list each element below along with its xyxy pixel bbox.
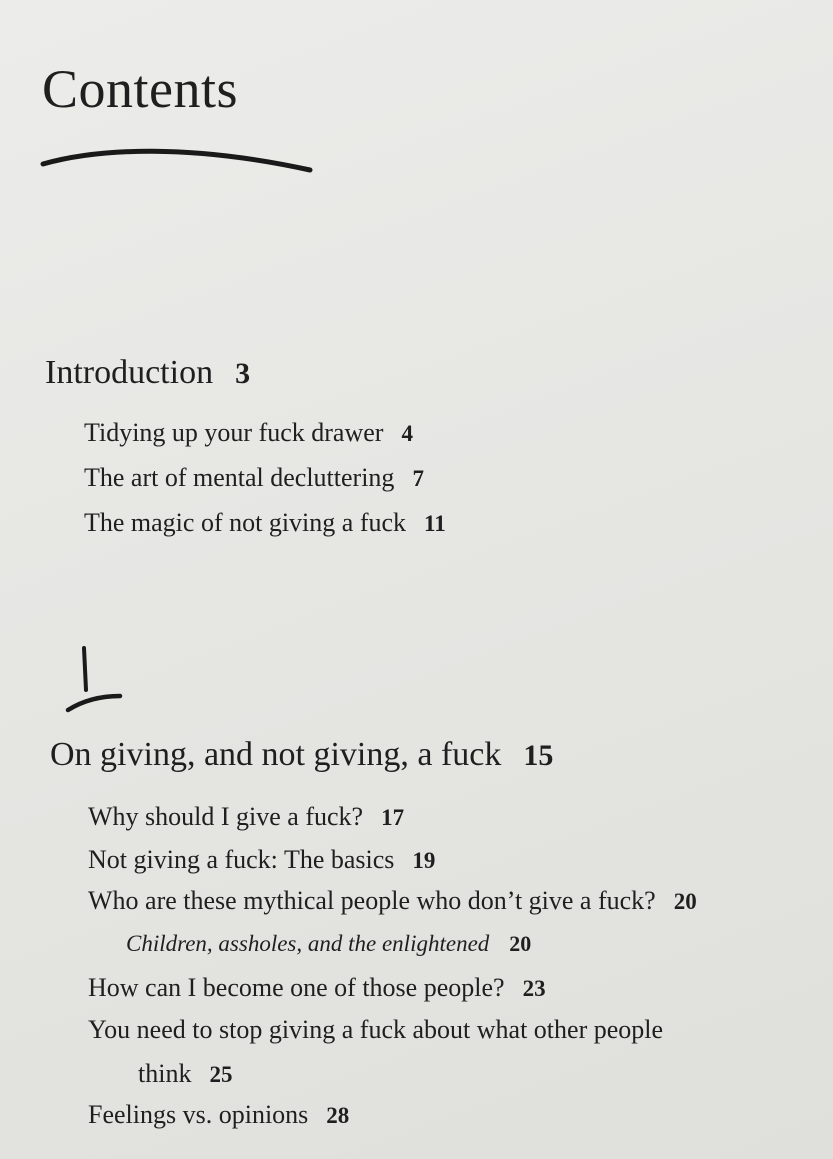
toc-entry [88,1102,349,1128]
intro-title: Introduction [45,354,214,391]
sub-entry-title: Children, assholes, and the enlightened [126,931,490,956]
title-underline-stroke [40,140,320,180]
entry-page-number: 19 [412,848,436,873]
entry-title: Who are these mythical people who don’t give a fuck? [88,886,656,915]
toc-part1-heading [50,738,553,772]
toc-entry [88,804,404,830]
part-number-1 [62,642,132,727]
entry-title: Feelings vs. opinions [88,1100,309,1129]
toc-entry [88,1017,663,1043]
contents-heading: Contents [42,59,239,119]
toc-sub-entry [126,932,531,955]
toc-entry [88,888,697,914]
intro-page-number: 3 [235,357,251,390]
entry-page-number: 7 [412,466,424,491]
entry-page-number: 11 [424,511,446,536]
entry-page-number: 4 [401,421,413,446]
entry-page-number: 25 [209,1062,233,1087]
toc-entry [88,975,546,1001]
toc-entry [84,510,446,536]
sub-entry-page-number: 20 [509,931,532,956]
entry-title: The art of mental decluttering [84,463,395,492]
part1-page-number: 15 [523,739,554,772]
entry-title: You need to stop giving a fuck about what other people [88,1015,664,1044]
entry-title: Tidying up your fuck drawer [84,418,384,447]
toc-intro-heading [45,356,250,390]
entry-page-number: 28 [326,1103,350,1128]
entry-page-number: 20 [673,889,697,914]
toc-entry-continuation [138,1061,232,1087]
toc-entry [84,465,424,491]
entry-title: How can I become one of those people? [88,973,505,1002]
entry-page-number: 17 [381,805,405,830]
entry-title-continued: think [138,1059,192,1088]
entry-title: Why should I give a fuck? [88,802,364,831]
entry-title: The magic of not giving a fuck [84,508,407,537]
part-numeral-mark [62,642,132,722]
entry-page-number: 23 [522,976,546,1001]
toc-entry [84,420,413,446]
part1-title: On giving, and not giving, a fuck [50,736,502,773]
toc-entry [88,847,435,873]
entry-title: Not giving a fuck: The basics [88,845,395,874]
